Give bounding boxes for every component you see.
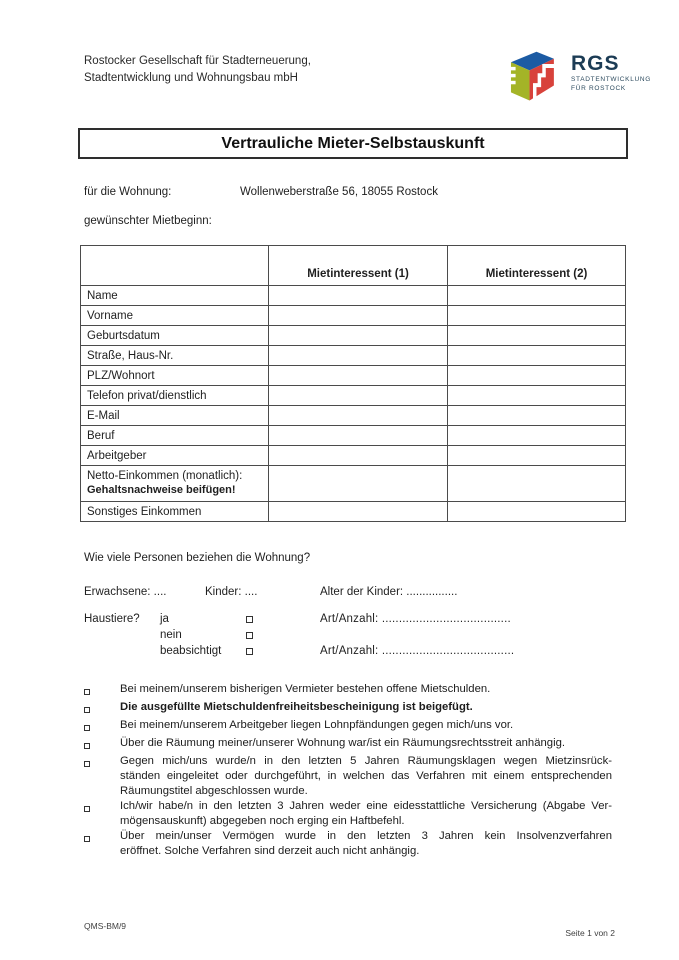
checkbox-bescheinigung[interactable] [84,707,90,713]
checkbox-eidesstattliche[interactable] [84,806,90,812]
input-cell-arbeitgeber-2[interactable] [448,446,626,466]
checklist-text: eröffnet. Solche Verfahren sind derzeit auch nicht anhängig. [120,845,420,857]
checklist-text: Bei meinem/unserem Arbeitgeber liegen Lohnpfändungen gegen mich/uns vor. [120,719,514,731]
row-label: Telefon privat/dienstlich [81,386,269,406]
table-header-row [81,246,626,286]
input-cell-strasse-2[interactable] [448,346,626,366]
input-cell-vorname-2[interactable] [448,306,626,326]
pets-checkbox-nein[interactable] [246,632,253,639]
rgs-logo [504,45,651,105]
input-cell-email-2[interactable] [448,406,626,426]
table-row-name [81,286,626,306]
input-cell-geburtsdatum-1[interactable] [269,326,448,346]
row-label: Beruf [81,426,269,446]
table-row-einkommen [81,466,626,502]
pets-checkbox-beabsichtigt[interactable] [246,648,253,655]
pets-option-beabsichtigt-label: beabsichtigt [160,645,222,657]
input-cell-beruf-1[interactable] [269,426,448,446]
input-cell-arbeitgeber-1[interactable] [269,446,448,466]
input-cell-einkommen-2[interactable] [448,466,626,502]
table-row-strasse [81,346,626,366]
input-cell-name-1[interactable] [269,286,448,306]
checkbox-lohnpfaendung[interactable] [84,725,90,731]
row-label [81,466,269,502]
checkbox-raeumungsklagen[interactable] [84,761,90,767]
checklist-text: Räumungstitel abgeschlossen wurde. [120,785,308,797]
input-cell-telefon-2[interactable] [448,386,626,406]
row-label: E-Mail [81,406,269,426]
table-row-email [81,406,626,426]
row-label: Vorname [81,306,269,326]
checklist-item-5 [84,754,612,799]
company-line1: Rostocker Gesellschaft für Stadterneuerung, [84,55,311,67]
row-label: Arbeitgeber [81,446,269,466]
pets-option-ja-label: ja [160,613,169,625]
declarations-checklist [84,682,612,859]
input-cell-beruf-2[interactable] [448,426,626,446]
input-cell-email-1[interactable] [269,406,448,426]
checklist-item-7 [84,829,612,859]
row-label: Straße, Haus-Nr. [81,346,269,366]
input-cell-sonstiges-2[interactable] [448,502,626,522]
checklist-item-1 [84,682,612,700]
document-code: QMS-BM/9 [84,921,127,931]
logo-acronym: RGS [571,52,620,75]
checklist-text: Die ausgefüllte Mietschuldenfreiheitsbescheinigung ist beigefügt. [120,701,473,713]
checklist-text: Über mein/unser Vermögen wurde in den letzten 3 Jahren kein Insolvenzverfahren [120,830,612,842]
pets-art-field-1[interactable]: Art/Anzahl: ...................................... [320,613,511,625]
header-applicant2: Mietinteressent (2) [448,246,626,286]
children-field[interactable]: Kinder: .... [205,586,258,598]
checklist-text: Gegen mich/uns wurde/n in den letzten 5 Jahren Räumungsklagen wegen Mietzinsrück- [120,755,612,767]
checkbox-raeumungsrechtsstreit[interactable] [84,743,90,749]
input-cell-vorname-1[interactable] [269,306,448,326]
checklist-item-6 [84,799,612,829]
household-question: Wie viele Personen beziehen die Wohnung? [84,552,311,564]
checklist-text: ständen eingeleitet oder durchgeführt, in welchen das Verfahren mit einem entsprechenden [120,770,612,782]
table-row-telefon [81,386,626,406]
checklist-item-4 [84,736,612,754]
input-cell-name-2[interactable] [448,286,626,306]
checklist-text: Über die Räumung meiner/unserer Wohnung war/ist ein Räumungsrechtsstreit anhängig. [120,737,565,749]
logo-subtitle: STADTENTWICKLUNG FÜR ROSTOCK [571,76,652,92]
table-row-arbeitgeber [81,446,626,466]
pets-art-field-2[interactable]: Art/Anzahl: ....................................... [320,645,515,657]
checkbox-mietschulden[interactable] [84,689,90,695]
adults-field[interactable]: Erwachsene: .... [84,586,167,598]
pets-checkbox-ja[interactable] [246,616,253,623]
input-cell-telefon-1[interactable] [269,386,448,406]
pets-option-nein-label: nein [160,629,182,641]
input-cell-einkommen-1[interactable] [269,466,448,502]
children-age-field[interactable]: Alter der Kinder: ................ [320,586,458,598]
row-label: Name [81,286,269,306]
row-label-note: Gehaltsnachweise beifügen! [87,484,236,496]
pets-question: Haustiere? [84,613,140,625]
checklist-text: Ich/wir habe/n in den letzten 3 Jahren weder eine eidesstattliche Versicherung (Abgabe Ver- [120,800,612,812]
checkbox-insolvenzverfahren[interactable] [84,836,90,842]
table-row-vorname [81,306,626,326]
rgs-cube-icon [504,45,562,105]
move-in-label: gewünschter Mietbeginn: [84,215,212,227]
row-label: Sonstiges Einkommen [81,502,269,522]
form-title-box [78,128,628,159]
checklist-item-2 [84,700,612,718]
company-name [84,53,311,87]
company-line2: Stadtentwicklung und Wohnungsbau mbH [84,72,298,84]
input-cell-plz-1[interactable] [269,366,448,386]
table-row-beruf [81,426,626,446]
row-label-main: Netto-Einkommen (monatlich): [87,470,243,482]
property-label: für die Wohnung: [84,186,172,198]
property-value: Wollenweberstraße 56, 18055 Rostock [240,186,438,198]
logo-text [571,54,651,93]
table-row-geburtsdatum [81,326,626,346]
checklist-text: Bei meinem/unserem bisherigen Vermieter bestehen offene Mietschulden. [120,683,491,695]
table-row-plz [81,366,626,386]
checklist-item-3 [84,718,612,736]
input-cell-strasse-1[interactable] [269,346,448,366]
row-label: Geburtsdatum [81,326,269,346]
input-cell-sonstiges-1[interactable] [269,502,448,522]
property-line [84,186,438,198]
input-cell-plz-2[interactable] [448,366,626,386]
table-row-sonstiges [81,502,626,522]
header-empty-cell [81,246,269,286]
form-title: Vertrauliche Mieter-Selbstauskunft [221,134,485,152]
checklist-text: mögensauskunft) abgegeben noch erging ein Haftbefehl. [120,815,405,827]
applicants-table [80,245,626,522]
page-number: Seite 1 von 2 [565,928,615,938]
input-cell-geburtsdatum-2[interactable] [448,326,626,346]
row-label: PLZ/Wohnort [81,366,269,386]
header-applicant1: Mietinteressent (1) [269,246,448,286]
